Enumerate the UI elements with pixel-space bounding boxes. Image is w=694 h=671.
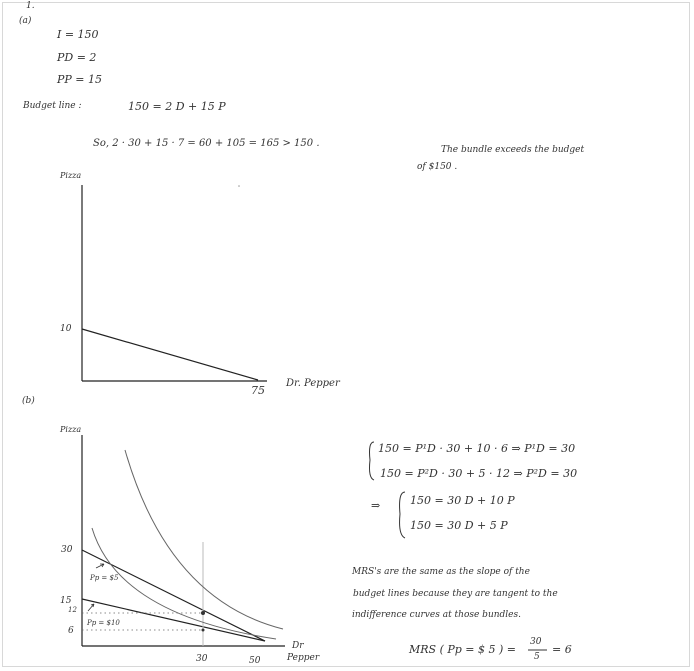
given-price-d: PD = 2	[57, 51, 97, 64]
system-eq1: 150 = P¹D · 30 + 10 · 6 ⇒ P¹D = 30	[378, 442, 576, 455]
mrs-frac-den: 5	[534, 652, 540, 662]
graph-b-x-label-1: Dr	[292, 641, 304, 651]
system-eq2: 150 = P²D · 30 + 5 · 12 ⇒ P²D = 30	[380, 467, 578, 480]
line-label-pp5: Pp = $5	[90, 574, 119, 582]
mrs-equation-left: MRS ( Pp = $ 5 ) =	[409, 643, 517, 656]
mrs-frac-num: 30	[530, 637, 542, 647]
bundle-check: So, 2 · 30 + 15 · 7 = 60 + 105 = 165 > 150 .	[93, 138, 320, 149]
graph-b-x-label-2: Pepper	[287, 653, 320, 663]
graph-b-tick-12: 12	[68, 606, 77, 614]
system-arrow: ⇒	[371, 499, 381, 512]
graph-b-y-label: Pizza	[60, 425, 82, 434]
graph-b-tick-15: 15	[60, 596, 72, 606]
mrs-text-2: budget lines because they are tangent to the	[353, 589, 558, 599]
mrs-text-3: indifference curves at those bundles.	[352, 610, 521, 620]
bundle-note-2: of $150 .	[417, 162, 458, 172]
problem-number: 1.	[26, 1, 35, 11]
graph-b-tick-6: 6	[68, 626, 74, 636]
graph-b-xtick-50: 50	[249, 656, 261, 666]
graph-a-x-intercept: 75	[251, 384, 265, 397]
part-a-label: (a)	[19, 16, 32, 26]
part-b-label: (b)	[22, 396, 35, 406]
system-eq4: 150 = 30 D + 5 P	[410, 519, 508, 532]
given-income: I = 150	[57, 28, 99, 41]
graph-b-tick-30: 30	[61, 545, 73, 555]
budget-line-label: Budget line :	[23, 101, 82, 111]
line-label-pp10: Pp = $10	[87, 619, 120, 627]
system-eq3: 150 = 30 D + 10 P	[410, 494, 515, 507]
graph-a-y-intercept: 10	[60, 324, 72, 334]
graph-b-xtick-30: 30	[196, 654, 208, 664]
bundle-note-1: The bundle exceeds the budget	[441, 145, 585, 155]
graph-a-x-label: Dr. Pepper	[286, 378, 340, 389]
mrs-text-1: MRS's are the same as the slope of the	[352, 567, 530, 577]
given-price-p: PP = 15	[57, 73, 103, 86]
mrs-equation-right: = 6	[552, 643, 572, 656]
budget-equation: 150 = 2 D + 15 P	[128, 100, 226, 113]
graph-a-y-label: Pizza	[60, 171, 82, 180]
